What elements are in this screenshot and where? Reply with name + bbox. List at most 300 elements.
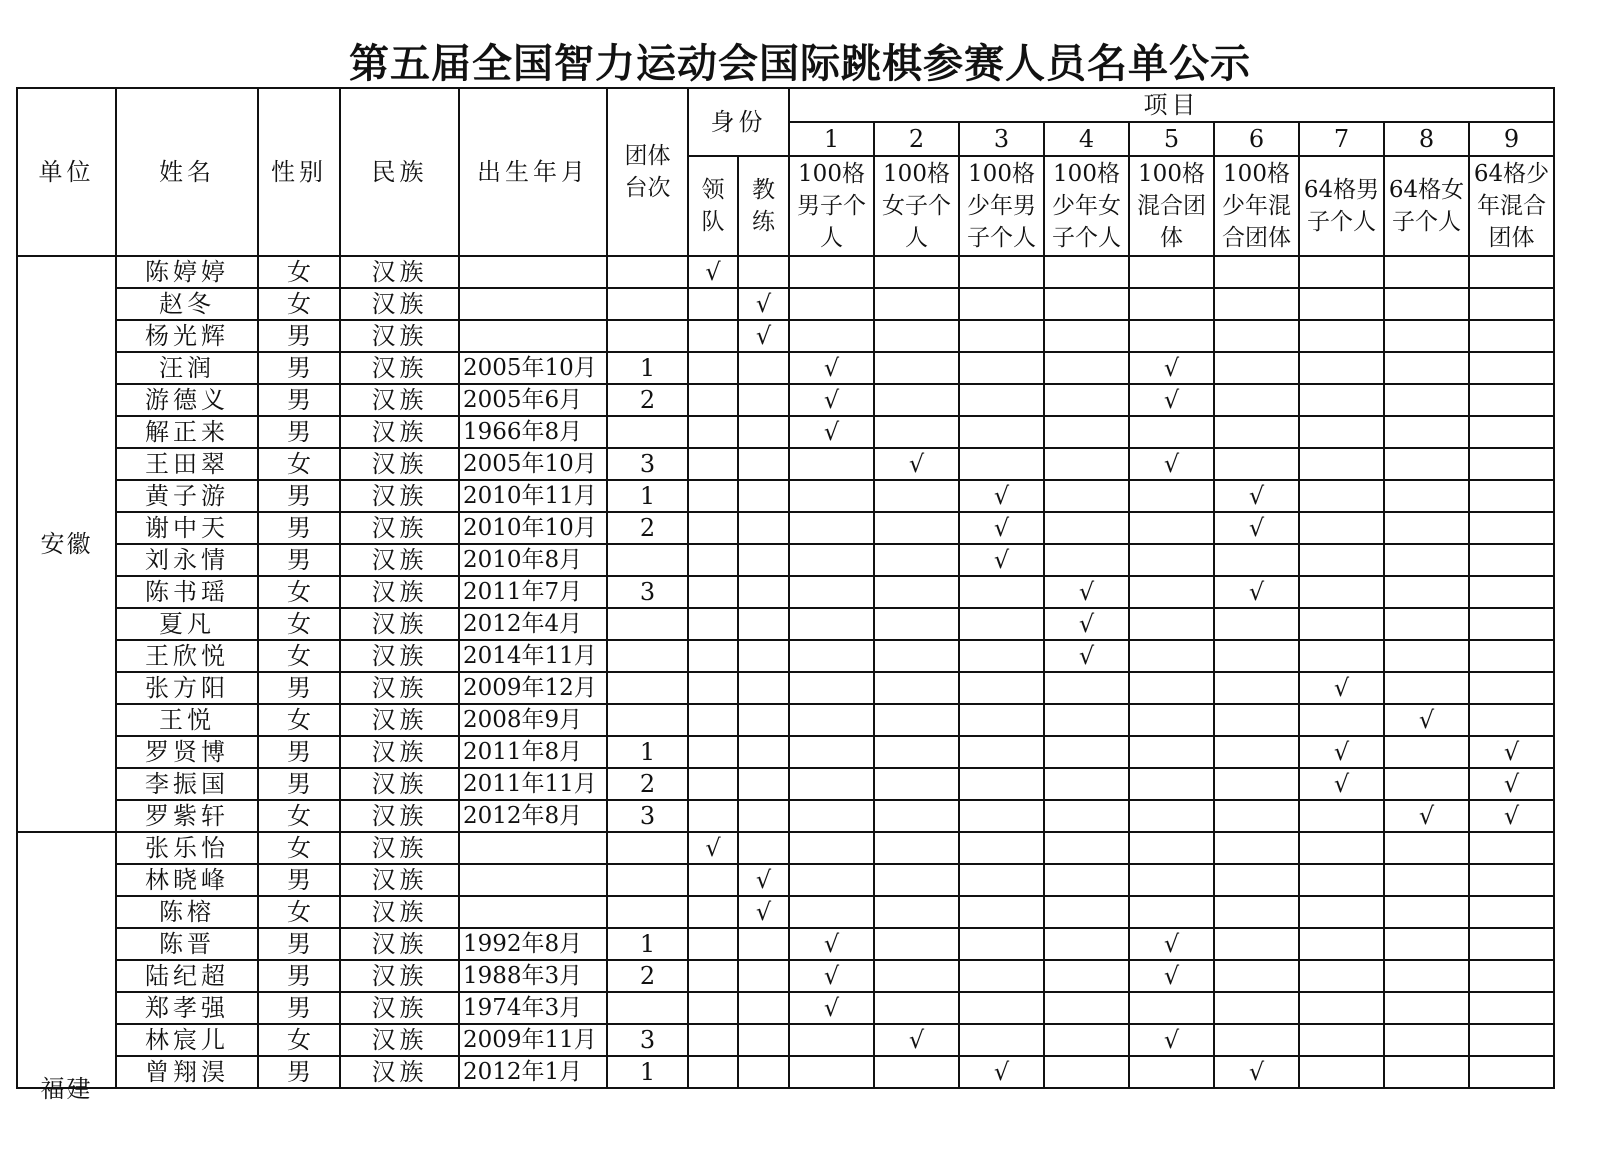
event-9-cell: [1469, 576, 1554, 608]
coach-cell: [738, 1024, 789, 1056]
birth-cell: [459, 864, 607, 896]
name-cell: 夏凡: [116, 608, 258, 640]
leader-cell: [688, 608, 738, 640]
event-8-cell: √: [1384, 800, 1469, 832]
event-5-cell: √: [1129, 928, 1214, 960]
event-2-cell: √: [874, 448, 959, 480]
name-cell: 王悦: [116, 704, 258, 736]
leader-cell: [688, 1024, 738, 1056]
event-2-cell: [874, 288, 959, 320]
event-5-cell: [1129, 544, 1214, 576]
gender-cell: 男: [258, 416, 340, 448]
birth-cell: 1966年8月: [459, 416, 607, 448]
header-event-name: 64格女子个人: [1384, 156, 1469, 256]
event-9-cell: [1469, 384, 1554, 416]
leader-cell: [688, 960, 738, 992]
name-cell: 王田翠: [116, 448, 258, 480]
table-row: [17, 256, 1554, 288]
event-7-cell: [1299, 960, 1384, 992]
ethnicity-cell: 汉族: [340, 672, 459, 704]
ethnicity-cell: 汉族: [340, 928, 459, 960]
event-1-cell: √: [789, 352, 874, 384]
ethnicity-cell: 汉族: [340, 352, 459, 384]
table-row: [17, 416, 1554, 448]
event-9-cell: [1469, 448, 1554, 480]
ethnicity-cell: 汉族: [340, 1024, 459, 1056]
event-5-cell: [1129, 800, 1214, 832]
event-4-cell: [1044, 768, 1129, 800]
birth-cell: 2012年8月: [459, 800, 607, 832]
event-4-cell: √: [1044, 608, 1129, 640]
ethnicity-cell: 汉族: [340, 608, 459, 640]
event-3-cell: [959, 576, 1044, 608]
header-birth: 出生年月: [459, 88, 607, 256]
event-9-cell: [1469, 512, 1554, 544]
event-9-cell: [1469, 960, 1554, 992]
event-6-cell: √: [1214, 480, 1299, 512]
event-1-cell: [789, 704, 874, 736]
name-cell: 陈婷婷: [116, 256, 258, 288]
header-event-name: 64格少年混合团体: [1469, 156, 1554, 256]
table-row: [17, 448, 1554, 480]
event-7-cell: [1299, 832, 1384, 864]
ethnicity-cell: 汉族: [340, 480, 459, 512]
team-order-cell: [607, 896, 688, 928]
name-cell: 汪润: [116, 352, 258, 384]
ethnicity-cell: 汉族: [340, 992, 459, 1024]
unit-cell: [17, 832, 116, 1103]
table-row: [17, 896, 1554, 928]
event-2-cell: [874, 800, 959, 832]
event-9-cell: [1469, 992, 1554, 1024]
event-3-cell: [959, 256, 1044, 288]
leader-cell: [688, 480, 738, 512]
event-5-cell: [1129, 896, 1214, 928]
event-4-cell: [1044, 416, 1129, 448]
name-cell: 罗贤博: [116, 736, 258, 768]
event-9-cell: [1469, 1056, 1554, 1088]
event-1-cell: [789, 768, 874, 800]
leader-cell: [688, 768, 738, 800]
event-5-cell: [1129, 256, 1214, 288]
table-row: [17, 384, 1554, 416]
gender-cell: 男: [258, 672, 340, 704]
birth-cell: 2009年11月: [459, 1024, 607, 1056]
team-order-cell: 3: [607, 448, 688, 480]
ethnicity-cell: 汉族: [340, 768, 459, 800]
event-2-cell: [874, 768, 959, 800]
event-1-cell: √: [789, 416, 874, 448]
ethnicity-cell: 汉族: [340, 960, 459, 992]
name-cell: 谢中天: [116, 512, 258, 544]
event-7-cell: [1299, 640, 1384, 672]
ethnicity-cell: 汉族: [340, 256, 459, 288]
birth-cell: 2011年8月: [459, 736, 607, 768]
coach-cell: [738, 384, 789, 416]
event-9-cell: [1469, 832, 1554, 864]
event-1-cell: [789, 544, 874, 576]
gender-cell: 男: [258, 928, 340, 960]
table-row: [17, 576, 1554, 608]
name-cell: 林宸儿: [116, 1024, 258, 1056]
event-1-cell: [789, 800, 874, 832]
ethnicity-cell: 汉族: [340, 736, 459, 768]
event-2-cell: [874, 832, 959, 864]
name-cell: 李振国: [116, 768, 258, 800]
birth-cell: [459, 896, 607, 928]
event-6-cell: [1214, 256, 1299, 288]
event-7-cell: [1299, 1024, 1384, 1056]
event-8-cell: [1384, 1024, 1469, 1056]
ethnicity-cell: 汉族: [340, 544, 459, 576]
event-6-cell: [1214, 544, 1299, 576]
coach-cell: [738, 416, 789, 448]
name-cell: 陈书瑶: [116, 576, 258, 608]
event-6-cell: [1214, 896, 1299, 928]
event-9-cell: √: [1469, 800, 1554, 832]
birth-cell: 2005年6月: [459, 384, 607, 416]
event-7-cell: [1299, 448, 1384, 480]
event-8-cell: [1384, 896, 1469, 928]
event-3-cell: [959, 448, 1044, 480]
table-row: [17, 352, 1554, 384]
coach-cell: [738, 800, 789, 832]
ethnicity-cell: 汉族: [340, 832, 459, 864]
event-5-cell: √: [1129, 1024, 1214, 1056]
event-3-cell: [959, 1024, 1044, 1056]
event-2-cell: [874, 512, 959, 544]
team-order-cell: [607, 416, 688, 448]
gender-cell: 女: [258, 800, 340, 832]
event-6-cell: [1214, 960, 1299, 992]
event-4-cell: [1044, 992, 1129, 1024]
team-order-cell: [607, 608, 688, 640]
ethnicity-cell: 汉族: [340, 704, 459, 736]
event-4-cell: [1044, 384, 1129, 416]
event-7-cell: [1299, 704, 1384, 736]
event-5-cell: [1129, 864, 1214, 896]
team-order-cell: 3: [607, 1024, 688, 1056]
event-6-cell: [1214, 736, 1299, 768]
header-event-name: 100格少年男子个人: [959, 156, 1044, 256]
gender-cell: 男: [258, 480, 340, 512]
header-event-number: 3: [959, 122, 1044, 156]
table-row: [17, 768, 1554, 800]
event-6-cell: [1214, 640, 1299, 672]
name-cell: 王欣悦: [116, 640, 258, 672]
event-5-cell: [1129, 416, 1214, 448]
birth-cell: [459, 320, 607, 352]
leader-cell: [688, 288, 738, 320]
coach-cell: [738, 256, 789, 288]
event-8-cell: [1384, 928, 1469, 960]
leader-cell: √: [688, 256, 738, 288]
coach-cell: [738, 1056, 789, 1088]
gender-cell: 女: [258, 1024, 340, 1056]
event-3-cell: [959, 736, 1044, 768]
event-7-cell: [1299, 352, 1384, 384]
table-row: [17, 864, 1554, 896]
gender-cell: 女: [258, 896, 340, 928]
event-1-cell: [789, 1024, 874, 1056]
event-8-cell: [1384, 480, 1469, 512]
header-coach: 教练: [738, 156, 789, 256]
event-7-cell: [1299, 480, 1384, 512]
event-6-cell: [1214, 832, 1299, 864]
event-6-cell: [1214, 448, 1299, 480]
event-6-cell: [1214, 288, 1299, 320]
event-9-cell: [1469, 352, 1554, 384]
coach-cell: [738, 352, 789, 384]
team-order-cell: [607, 704, 688, 736]
table-row: [17, 288, 1554, 320]
team-order-cell: [607, 640, 688, 672]
event-4-cell: [1044, 288, 1129, 320]
event-6-cell: [1214, 384, 1299, 416]
event-7-cell: √: [1299, 672, 1384, 704]
coach-cell: [738, 576, 789, 608]
table-row: [17, 608, 1554, 640]
event-5-cell: √: [1129, 384, 1214, 416]
birth-cell: 1992年8月: [459, 928, 607, 960]
event-7-cell: √: [1299, 736, 1384, 768]
event-7-cell: [1299, 896, 1384, 928]
leader-cell: [688, 864, 738, 896]
gender-cell: 女: [258, 288, 340, 320]
team-order-cell: 3: [607, 576, 688, 608]
event-9-cell: [1469, 256, 1554, 288]
leader-cell: [688, 416, 738, 448]
event-3-cell: [959, 800, 1044, 832]
coach-cell: [738, 672, 789, 704]
event-8-cell: [1384, 672, 1469, 704]
event-6-cell: [1214, 1024, 1299, 1056]
name-cell: 郑孝强: [116, 992, 258, 1024]
header-leader: 领队: [688, 156, 738, 256]
event-5-cell: [1129, 640, 1214, 672]
header-event-name: 100格男子个人: [789, 156, 874, 256]
ethnicity-cell: 汉族: [340, 800, 459, 832]
event-9-cell: [1469, 288, 1554, 320]
team-order-cell: 1: [607, 1056, 688, 1088]
gender-cell: 男: [258, 768, 340, 800]
ethnicity-cell: 汉族: [340, 288, 459, 320]
gender-cell: 女: [258, 608, 340, 640]
name-cell: 罗紫轩: [116, 800, 258, 832]
event-7-cell: [1299, 288, 1384, 320]
event-3-cell: [959, 864, 1044, 896]
leader-cell: [688, 704, 738, 736]
event-5-cell: √: [1129, 352, 1214, 384]
gender-cell: 男: [258, 544, 340, 576]
birth-cell: 1988年3月: [459, 960, 607, 992]
event-8-cell: [1384, 512, 1469, 544]
ethnicity-cell: 汉族: [340, 320, 459, 352]
leader-cell: [688, 928, 738, 960]
birth-cell: 2011年11月: [459, 768, 607, 800]
roster-table: [16, 87, 1555, 1103]
event-8-cell: [1384, 448, 1469, 480]
gender-cell: 女: [258, 256, 340, 288]
event-8-cell: [1384, 960, 1469, 992]
event-7-cell: [1299, 800, 1384, 832]
event-5-cell: [1129, 320, 1214, 352]
ethnicity-cell: 汉族: [340, 384, 459, 416]
event-4-cell: [1044, 928, 1129, 960]
coach-cell: √: [738, 320, 789, 352]
event-7-cell: [1299, 384, 1384, 416]
table-row: [17, 992, 1554, 1024]
event-3-cell: [959, 992, 1044, 1024]
event-5-cell: [1129, 736, 1214, 768]
event-3-cell: [959, 608, 1044, 640]
coach-cell: [738, 640, 789, 672]
event-7-cell: √: [1299, 768, 1384, 800]
leader-cell: [688, 800, 738, 832]
header-event-number: 2: [874, 122, 959, 156]
coach-cell: [738, 448, 789, 480]
event-5-cell: [1129, 512, 1214, 544]
event-4-cell: [1044, 672, 1129, 704]
event-2-cell: [874, 1056, 959, 1088]
event-1-cell: √: [789, 992, 874, 1024]
event-5-cell: [1129, 832, 1214, 864]
leader-cell: [688, 576, 738, 608]
event-6-cell: [1214, 320, 1299, 352]
event-8-cell: [1384, 320, 1469, 352]
birth-cell: [459, 256, 607, 288]
event-9-cell: [1469, 1024, 1554, 1056]
leader-cell: [688, 384, 738, 416]
name-cell: 陆纪超: [116, 960, 258, 992]
event-5-cell: [1129, 480, 1214, 512]
gender-cell: 男: [258, 512, 340, 544]
event-5-cell: √: [1129, 960, 1214, 992]
event-4-cell: [1044, 320, 1129, 352]
team-order-cell: [607, 864, 688, 896]
ethnicity-cell: 汉族: [340, 640, 459, 672]
event-9-cell: [1469, 416, 1554, 448]
event-3-cell: √: [959, 1056, 1044, 1088]
table-row: [17, 960, 1554, 992]
event-8-cell: [1384, 288, 1469, 320]
event-1-cell: [789, 512, 874, 544]
event-9-cell: √: [1469, 736, 1554, 768]
event-1-cell: [789, 448, 874, 480]
table-row: [17, 1024, 1554, 1056]
header-events-group: 项目: [789, 88, 1554, 122]
event-5-cell: [1129, 768, 1214, 800]
event-6-cell: √: [1214, 576, 1299, 608]
event-9-cell: [1469, 672, 1554, 704]
table-row: [17, 512, 1554, 544]
event-8-cell: [1384, 1056, 1469, 1088]
event-9-cell: [1469, 640, 1554, 672]
event-3-cell: [959, 896, 1044, 928]
team-order-cell: 1: [607, 352, 688, 384]
event-3-cell: √: [959, 512, 1044, 544]
gender-cell: 男: [258, 320, 340, 352]
table-row: [17, 800, 1554, 832]
event-1-cell: [789, 896, 874, 928]
event-6-cell: [1214, 928, 1299, 960]
unit-label: 安徽: [40, 530, 93, 558]
name-cell: 解正来: [116, 416, 258, 448]
team-order-cell: 2: [607, 512, 688, 544]
leader-cell: [688, 352, 738, 384]
event-5-cell: [1129, 288, 1214, 320]
table-row: [17, 320, 1554, 352]
name-cell: 赵冬: [116, 288, 258, 320]
event-7-cell: [1299, 320, 1384, 352]
team-order-cell: 2: [607, 960, 688, 992]
ethnicity-cell: 汉族: [340, 896, 459, 928]
event-6-cell: [1214, 768, 1299, 800]
event-1-cell: [789, 480, 874, 512]
event-8-cell: [1384, 992, 1469, 1024]
event-3-cell: [959, 704, 1044, 736]
event-8-cell: [1384, 736, 1469, 768]
birth-cell: 2005年10月: [459, 352, 607, 384]
event-8-cell: [1384, 832, 1469, 864]
ethnicity-cell: 汉族: [340, 576, 459, 608]
leader-cell: [688, 1056, 738, 1088]
table-row: [17, 832, 1554, 864]
team-order-cell: [607, 256, 688, 288]
table-row: [17, 1056, 1554, 1088]
unit-label: 福建: [40, 1075, 93, 1103]
event-9-cell: [1469, 608, 1554, 640]
header-identity: 身份: [688, 88, 789, 156]
event-9-cell: [1469, 544, 1554, 576]
event-3-cell: √: [959, 544, 1044, 576]
event-1-cell: √: [789, 928, 874, 960]
event-8-cell: [1384, 576, 1469, 608]
event-2-cell: [874, 256, 959, 288]
header-event-name: 64格男子个人: [1299, 156, 1384, 256]
leader-cell: [688, 544, 738, 576]
event-6-cell: [1214, 800, 1299, 832]
event-3-cell: [959, 768, 1044, 800]
event-1-cell: [789, 288, 874, 320]
coach-cell: √: [738, 864, 789, 896]
birth-cell: 2009年12月: [459, 672, 607, 704]
event-3-cell: [959, 832, 1044, 864]
gender-cell: 女: [258, 448, 340, 480]
coach-cell: [738, 832, 789, 864]
event-2-cell: [874, 544, 959, 576]
birth-cell: 2010年8月: [459, 544, 607, 576]
event-5-cell: [1129, 576, 1214, 608]
event-1-cell: [789, 1056, 874, 1088]
table-row: [17, 480, 1554, 512]
event-4-cell: [1044, 512, 1129, 544]
ethnicity-cell: 汉族: [340, 1056, 459, 1088]
birth-cell: 2010年11月: [459, 480, 607, 512]
table-row: [17, 544, 1554, 576]
event-4-cell: [1044, 448, 1129, 480]
event-4-cell: [1044, 736, 1129, 768]
event-7-cell: [1299, 512, 1384, 544]
header-gender: 性别: [258, 88, 340, 256]
event-2-cell: [874, 992, 959, 1024]
event-4-cell: √: [1044, 640, 1129, 672]
team-order-cell: [607, 992, 688, 1024]
event-4-cell: [1044, 960, 1129, 992]
birth-cell: 2008年9月: [459, 704, 607, 736]
event-3-cell: [959, 416, 1044, 448]
header-event-name: 100格混合团体: [1129, 156, 1214, 256]
